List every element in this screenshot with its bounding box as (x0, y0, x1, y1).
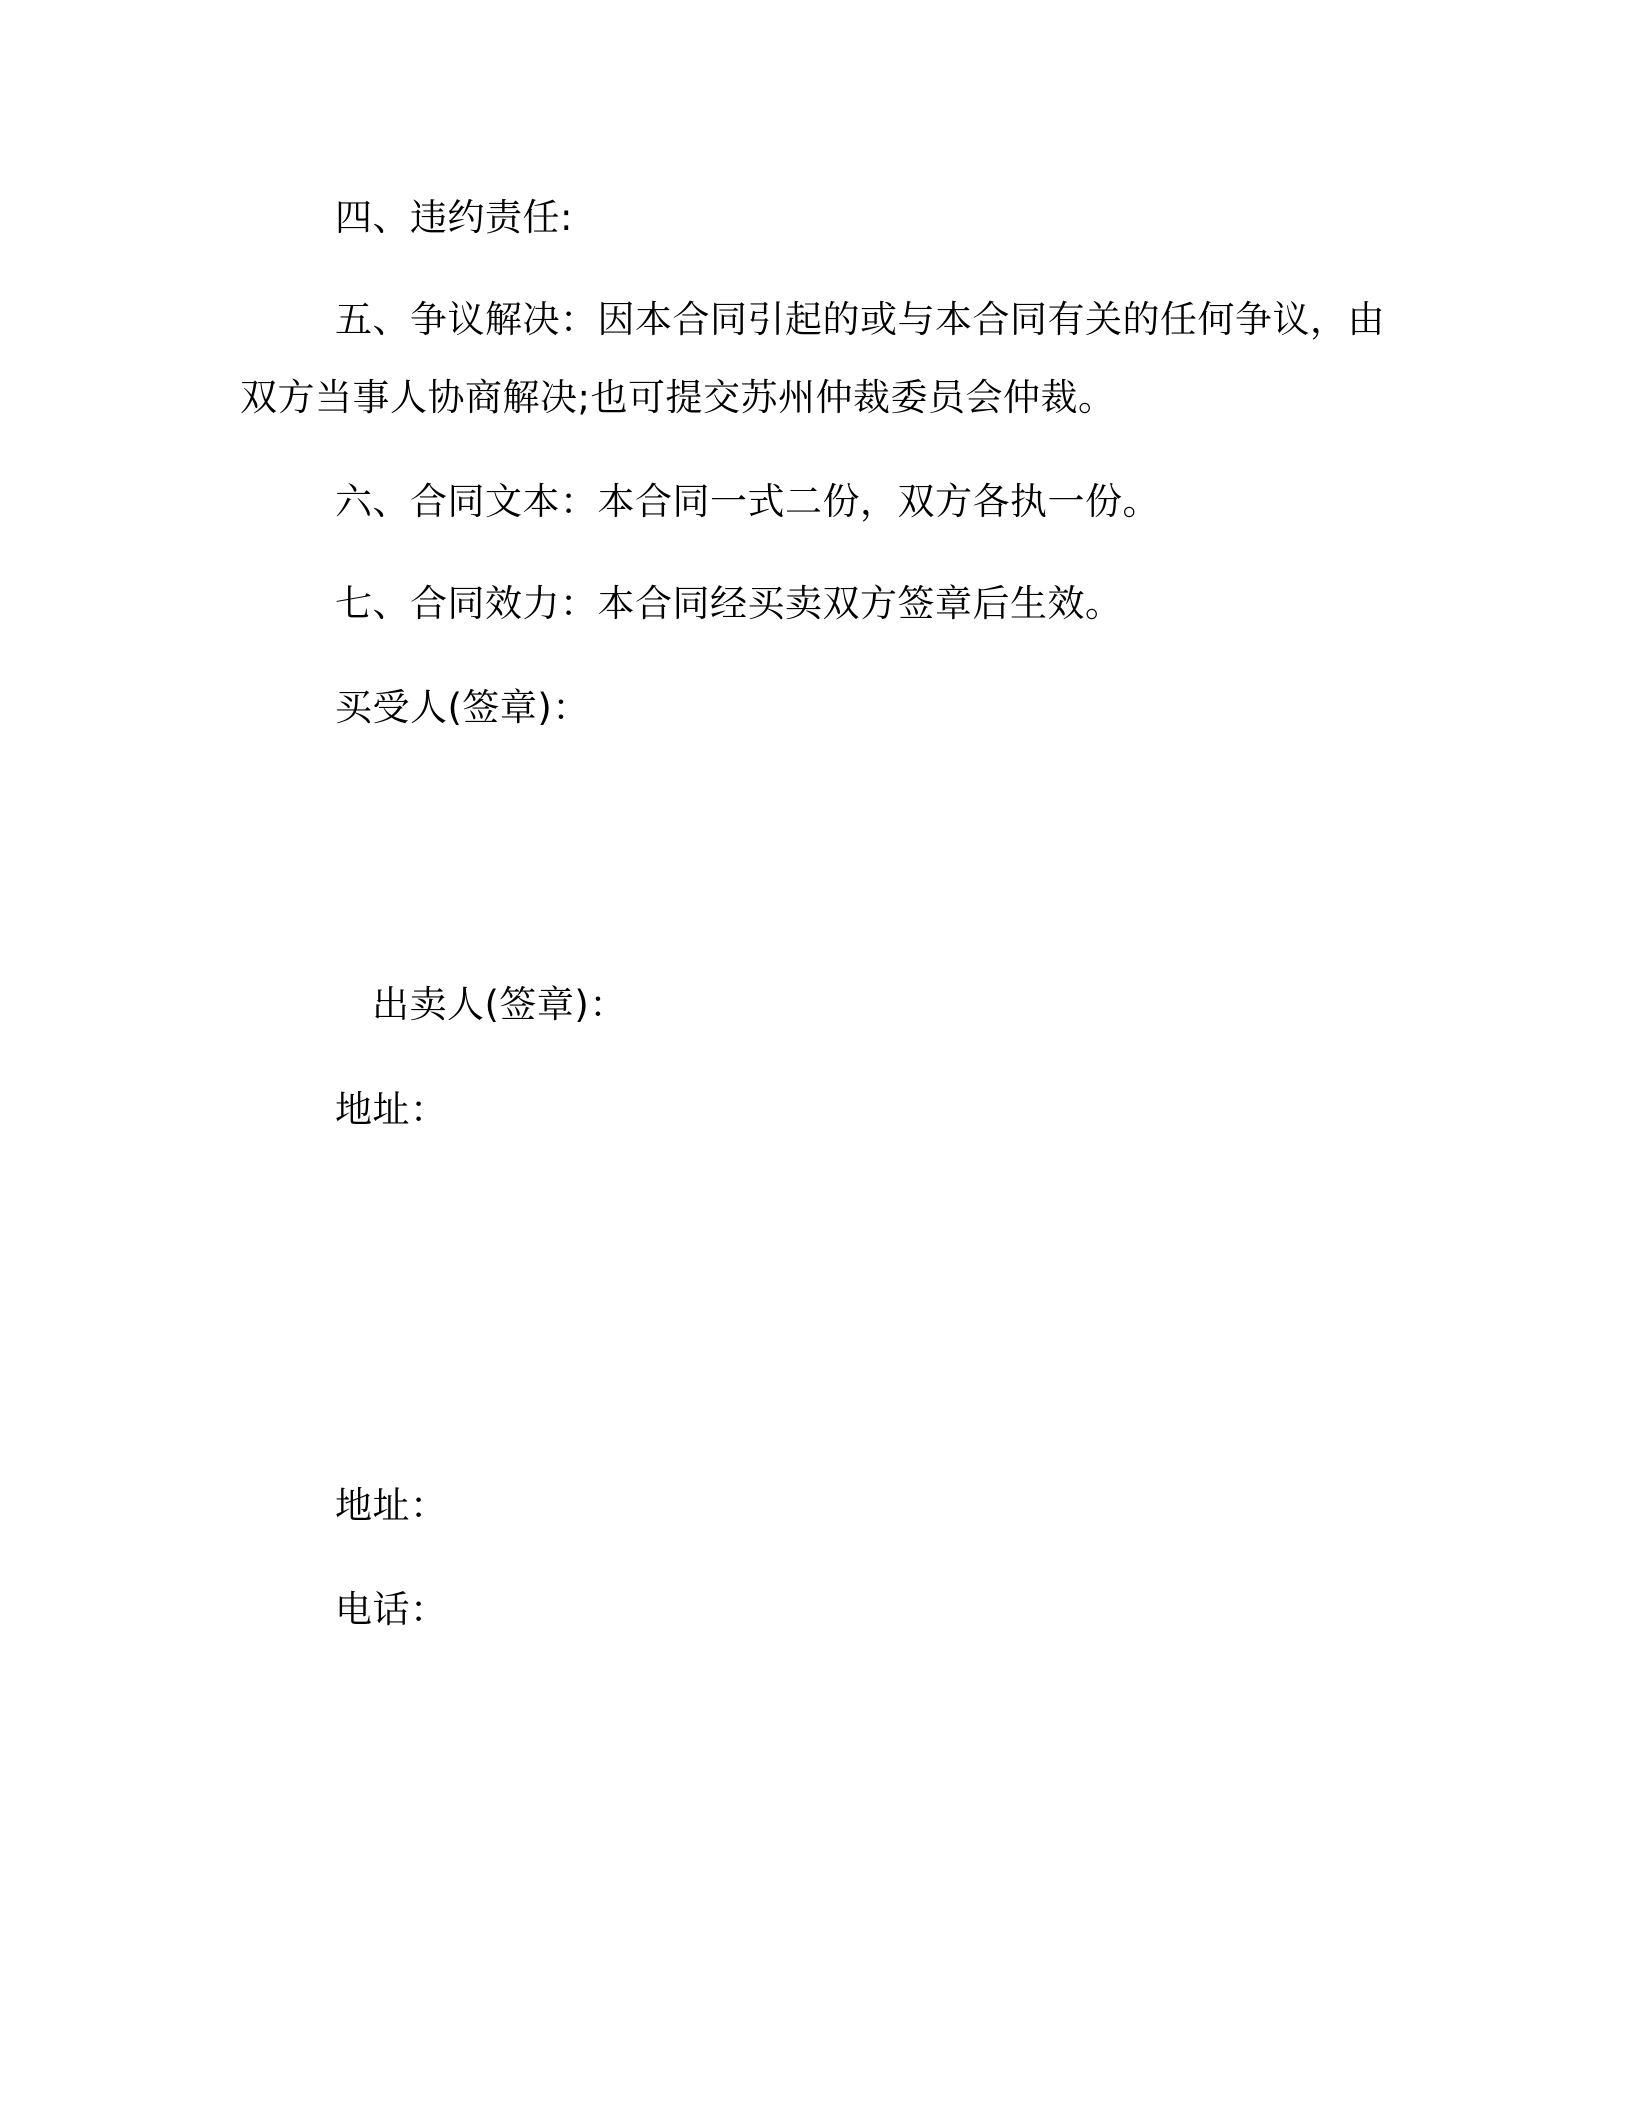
phone-label: 电话： (335, 1588, 448, 1631)
seller-signature-label: 出卖人(签章)： (372, 983, 627, 1026)
buyer-signature-label: 买受人(签章)： (335, 686, 590, 729)
clause-dispute-resolution-line1: 五、争议解决：因本合同引起的或与本合同有关的任何争议，由 (335, 298, 1385, 341)
address-label-1: 地址： (335, 1088, 448, 1131)
clause-dispute-resolution-line2: 双方当事人协商解决;也可提交苏州仲裁委员会仲裁。 (240, 376, 1116, 419)
clause-contract-effect: 七、合同效力：本合同经买卖双方签章后生效。 (335, 582, 1123, 625)
address-label-2: 地址： (335, 1484, 448, 1527)
clause-breach-liability: 四、违约责任: (335, 196, 573, 239)
clause-contract-copies: 六、合同文本：本合同一式二份，双方各执一份。 (335, 480, 1160, 523)
